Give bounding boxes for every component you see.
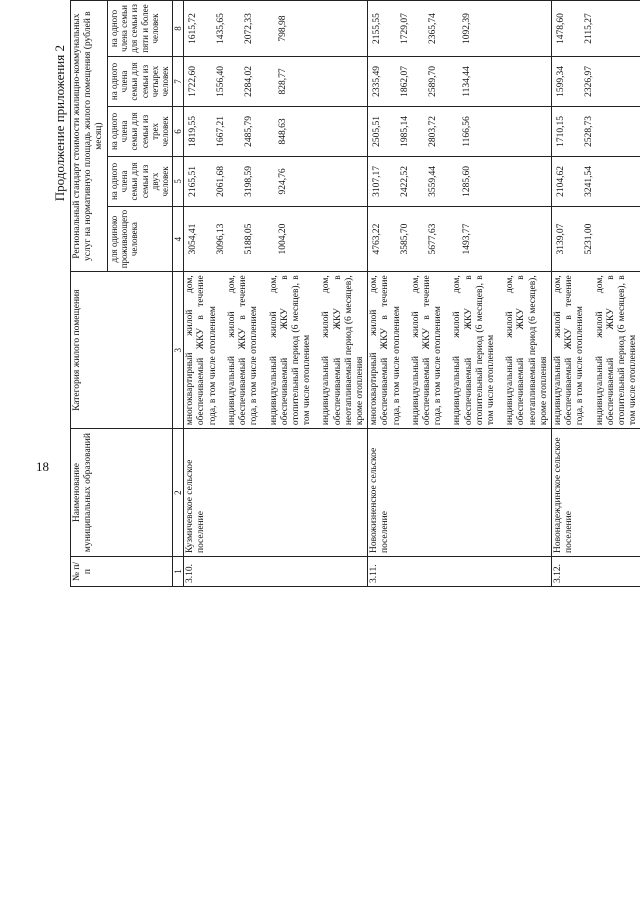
table-row [551, 1, 640, 587]
column-index: 5 [172, 156, 184, 206]
category-cell: многоквартирный жилой дом, обеспечиваемый ЖКУ в течение года, в том числе отоплением индивидуальный жилой дом, обеспечиваемый ЖКУ в течение года, в том числе отоплением индивидуальный жилой дом, обеспечиваемый ЖКУ в отопительный период (6 месяцев), в том числе отоплением индивидуальный жилой дом, обеспечиваемый ЖКУ в неотапливаемый период (6 месяцев), кроме отопления [368, 272, 552, 429]
header-sub: на одного члена семьи для семьи из пяти и более человек [107, 1, 172, 57]
table-row [368, 1, 552, 587]
column-index: 8 [172, 1, 184, 57]
municipality-name: Кузмичевское сельское поселение [184, 429, 368, 557]
value-column: 1615,72 1435,65 2072,33 798,98 [184, 1, 368, 57]
value-column: 2505,51 1985,14 2803,72 1166,56 [368, 106, 552, 156]
header-standard: Региональный стандарт стоимости жилищно-коммунальных услуг на нормативную площадь жилого помещения (рублей в месяц) [71, 1, 108, 272]
page-number: 18 [36, 459, 49, 474]
row-number: 3.11. [368, 557, 552, 587]
value-column: 2165,51 2061,68 3198,59 924,76 [184, 156, 368, 206]
value-column: 1478,60 2115,27 [551, 1, 640, 57]
value-column: 1819,55 1667,21 2485,79 848,63 [184, 106, 368, 156]
column-index: 7 [172, 57, 184, 107]
value-column: 3139,07 5231,00 [551, 206, 640, 271]
header-category: Категория жилого помещения [71, 272, 173, 429]
row-number: 3.10. [184, 557, 368, 587]
value-column: 1599,34 2326,97 [551, 57, 640, 107]
table-row [184, 1, 368, 587]
value-column: 1710,15 2528,73 [551, 106, 640, 156]
header-sub: на одного члена семьи для семьи из трех человек [107, 106, 172, 156]
column-index: 4 [172, 206, 184, 271]
category-cell: многоквартирный жилой дом, обеспечиваемый ЖКУ в течение года, в том числе отоплением индивидуальный жилой дом, обеспечиваемый ЖКУ в течение года, в том числе отоплением индивидуальный жилой дом, обеспечиваемый ЖКУ в отопительный период (6 месяцев), в том числе отоплением индивидуальный жилой дом, обеспечиваемый ЖКУ в неотапливаемый период (6 месяцев), кроме отопления [184, 272, 368, 429]
column-index: 1 [172, 557, 184, 587]
value-column: 2104,62 3241,54 [551, 156, 640, 206]
header-sub: на одного члена семьи для семьи из двух человек [107, 156, 172, 206]
value-column: 2155,55 1729,07 2365,74 1092,39 [368, 1, 552, 57]
value-column: 2335,49 1862,07 2589,70 1134,44 [368, 57, 552, 107]
category-cell: индивидуальный жилой дом, обеспечиваемый ЖКУ в течение года, в том числе отоплением индивидуальный жилой дом, обеспечиваемый ЖКУ в отопительный период (6 месяцев), в том числе отоплением [551, 272, 640, 429]
column-index: 6 [172, 106, 184, 156]
row-number: 3.12. [551, 557, 640, 587]
value-column: 4763,22 3585,70 5677,63 1493,77 [368, 206, 552, 271]
header-mo: Наименование муниципальных образований [71, 429, 173, 557]
municipality-name: Новожизненское сельское поселение [368, 429, 552, 557]
column-index: 3 [172, 272, 184, 429]
column-index: 2 [172, 429, 184, 557]
appendix-caption: Продолжение приложения 2 [52, 45, 67, 202]
value-column: 3054,41 3096,13 5188,05 1004,20 [184, 206, 368, 271]
value-column: 3107,17 2422,52 3559,44 1285,60 [368, 156, 552, 206]
standards-table [70, 0, 640, 587]
header-sub: для одиноко проживающего человека [107, 206, 172, 271]
municipality-name: Новонадеждинское сельское поселение [551, 429, 640, 557]
header-sub: на одного члена семьи для семьи из четырех человек [107, 57, 172, 107]
header-num: № п/п [71, 557, 173, 587]
value-column: 1722,60 1556,40 2284,02 828,77 [184, 57, 368, 107]
